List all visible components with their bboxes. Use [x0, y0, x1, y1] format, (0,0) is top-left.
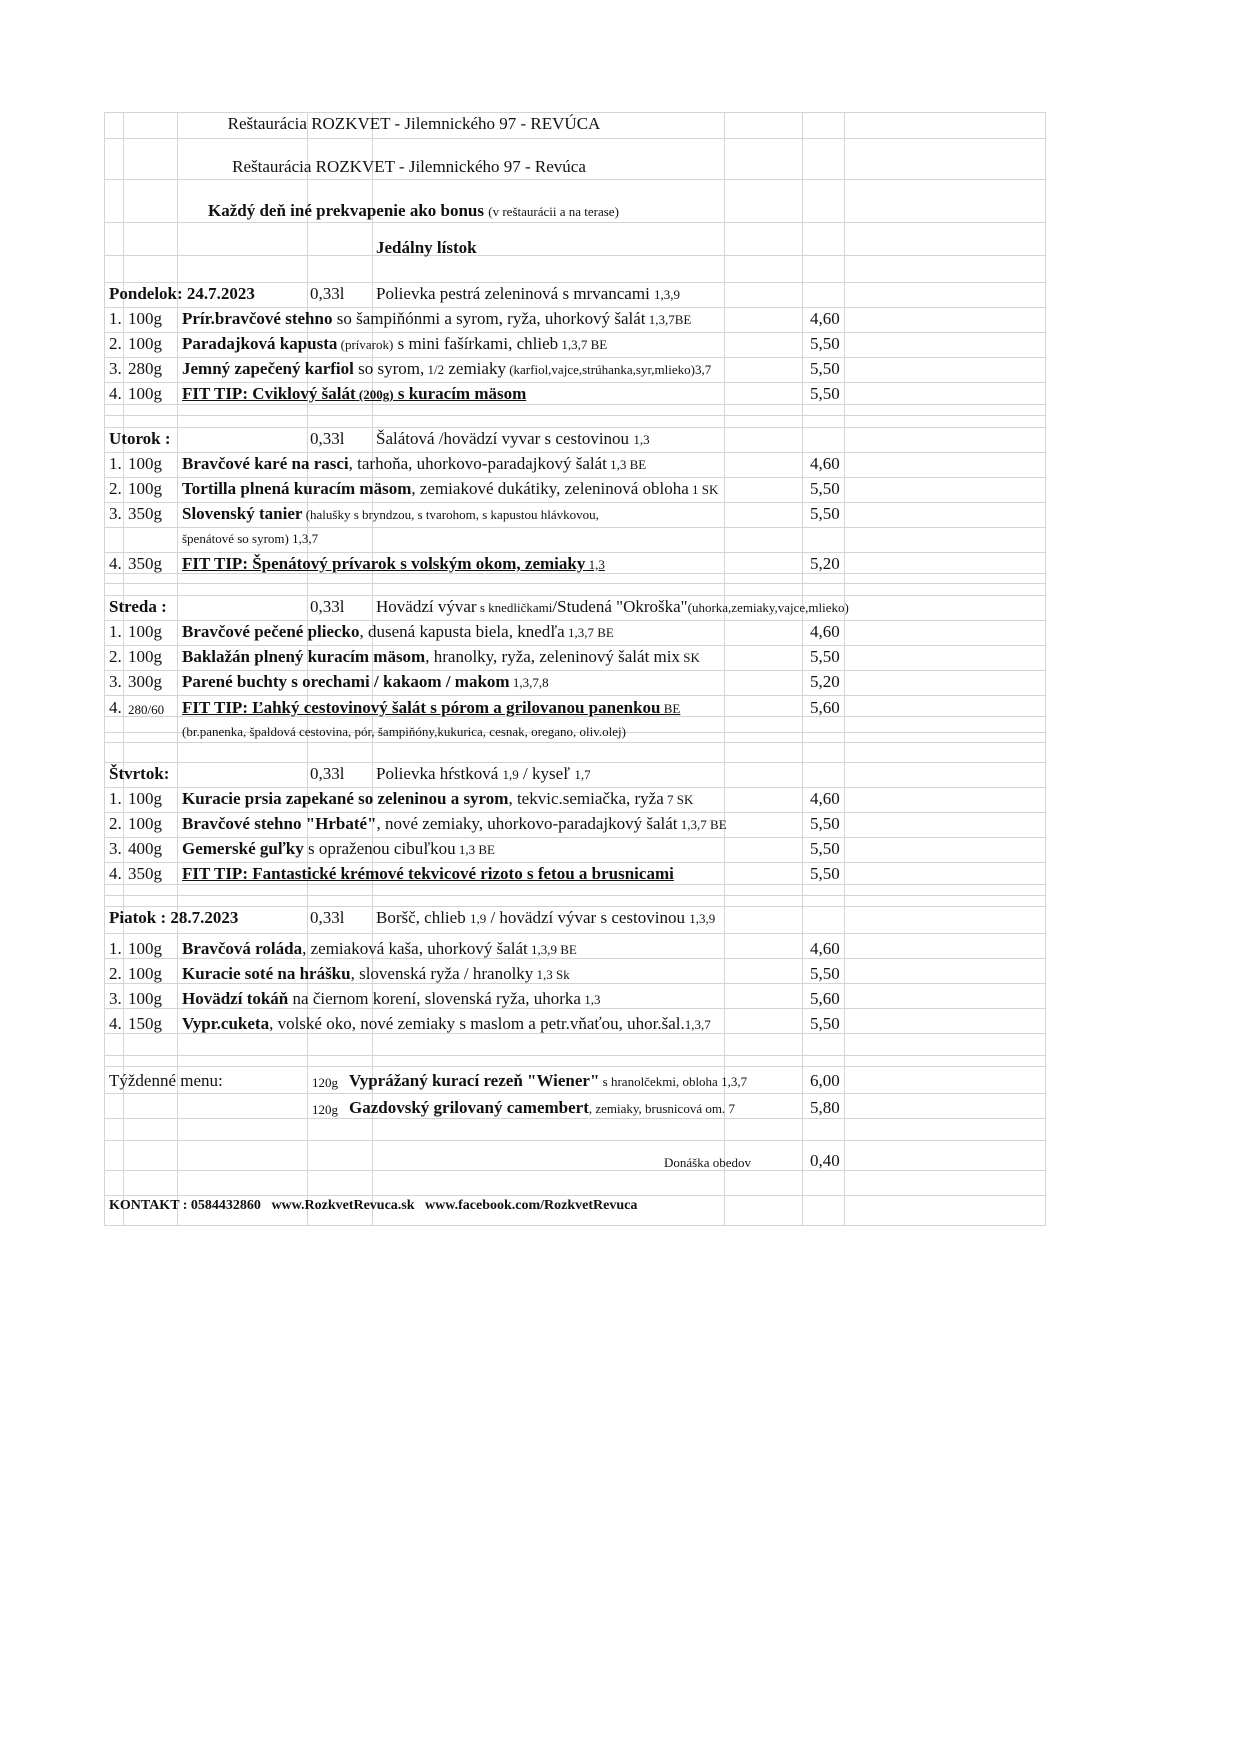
item-note: 1,3,7 BE — [564, 625, 614, 640]
item-description — [182, 939, 577, 960]
item-price: 4,60 — [810, 939, 840, 958]
soup-small: s knedličkami — [476, 600, 553, 615]
item-description-fit — [182, 384, 526, 405]
item-weight: 100g — [128, 789, 162, 808]
soup-tuesday — [376, 429, 650, 450]
item-name: Hovädzí tokáň — [182, 989, 289, 1008]
item-number: 1. — [109, 622, 122, 641]
item-number: 4. — [109, 864, 122, 883]
soup-monday — [376, 284, 680, 305]
soup-name-2: / hovädzí vývar s cestovinou — [486, 908, 685, 927]
item-weight: 100g — [128, 384, 162, 403]
item-name: Bravčové karé na rasci — [182, 454, 349, 473]
item-rest: , hranolky, ryža, zeleninový šalát mix — [425, 647, 680, 666]
item-price: 5,50 — [810, 384, 840, 403]
soup-name: Šalátová /hovädzí vyvar s cestovinou — [376, 429, 630, 448]
weekly-price: 6,00 — [810, 1071, 840, 1090]
item-name: Kuracie soté na hrášku — [182, 964, 351, 983]
item-rest-small: (prívarok) — [337, 337, 394, 352]
item-description-fit: FIT TIP: Fantastické krémové tekvicové rizoto s fetou a brusnicami — [182, 864, 674, 883]
item-rest: , tarhoňa, uhorkovo-paradajkový šalát — [348, 454, 607, 473]
item-rest-small: 1/2 — [424, 362, 445, 377]
item-price: 5,60 — [810, 989, 840, 1008]
soup-friday — [376, 908, 715, 929]
day-label-tuesday: Utorok : — [109, 429, 171, 448]
item-name: Jemný zapečený karfiol — [182, 359, 354, 378]
item-name: Parené buchty s orechami / kakaom / makom — [182, 672, 510, 691]
item-weight: 100g — [128, 309, 162, 328]
item-price: 5,50 — [810, 1014, 840, 1033]
item-number: 4. — [109, 384, 122, 403]
delivery-price: 0,40 — [810, 1151, 840, 1170]
weekly-weight: 120g — [312, 1102, 338, 1117]
bonus-note: (v reštaurácii a na terase) — [488, 204, 619, 219]
weekly-label: Týždenné menu: — [109, 1071, 223, 1090]
item-number: 4. — [109, 698, 122, 717]
item-number: 3. — [109, 839, 122, 858]
soup-volume-monday: 0,33l — [310, 284, 345, 303]
soup-small-2: (uhorka,zemiaky,vajce,mlieko) — [687, 600, 849, 615]
item-note: 1 SK — [688, 482, 719, 497]
item-number: 3. — [109, 989, 122, 1008]
item-number: 3. — [109, 504, 122, 523]
contact-label: KONTAKT : 0584432860 — [109, 1198, 261, 1213]
item-note: (karfiol,vajce,strúhanka,syr,mlieko)3,7 — [505, 362, 712, 377]
item-note: 1,3 Sk — [533, 967, 570, 982]
item-weight: 280/60 — [128, 702, 165, 717]
item-price: 4,60 — [810, 789, 840, 808]
item-name: Bravčová roláda — [182, 939, 303, 958]
facebook-link[interactable]: www.facebook.com/RozkvetRevuca — [425, 1198, 638, 1213]
item-description — [182, 964, 570, 985]
soup-allergens: 1,3,9 — [654, 287, 681, 302]
item-number: 3. — [109, 359, 122, 378]
item-weight: 100g — [128, 814, 162, 833]
soup-volume-thursday: 0,33l — [310, 764, 345, 783]
item-weight: 400g — [128, 839, 162, 858]
item-name-small: (200g) — [355, 387, 394, 402]
item-name: FIT TIP — [182, 698, 243, 717]
item-rest: , volské oko, nové zemiaky s maslom a petr.vňaťou, uhor.šal. — [269, 1014, 685, 1033]
item-description — [182, 454, 646, 475]
soup-name: Polievka pestrá zeleninová s mrvancami — [376, 284, 650, 303]
item-price: 5,50 — [810, 814, 840, 833]
item-note: 1,3 — [585, 557, 605, 572]
item-rest: , tekvic.semiačka, ryža — [508, 789, 664, 808]
item-weight: 150g — [128, 1014, 162, 1033]
item-price: 4,60 — [810, 454, 840, 473]
item-note: 1,3,9 BE — [527, 942, 577, 957]
item-number: 2. — [109, 647, 122, 666]
item-weight: 280g — [128, 359, 162, 378]
soup-name: Polievka hŕstková — [376, 764, 499, 783]
item-description — [182, 672, 549, 693]
item-description — [182, 647, 700, 668]
item-continuation: (br.panenka, špaldová cestovina, pór, šampiňóny,kukurica, cesnak, oregano, oliv.olej) — [182, 724, 626, 739]
item-rest: s opraženou cibuľkou — [303, 839, 456, 858]
item-number: 2. — [109, 814, 122, 833]
item-price: 4,60 — [810, 309, 840, 328]
item-note: 1,3 BE — [455, 842, 495, 857]
item-number: 3. — [109, 672, 122, 691]
item-rest: s mini fašírkami, chlieb — [393, 334, 559, 353]
item-continuation: špenátové so syrom) 1,3,7 — [182, 531, 319, 546]
item-rest-2: zemiaky — [444, 359, 506, 378]
item-weight: 350g — [128, 864, 162, 883]
item-rest: , nové zemiaky, uhorkovo-paradajkový šalát — [376, 814, 678, 833]
item-description — [182, 989, 600, 1010]
item-name: FIT TIP: Špenátový prívarok s volským okom, zemiaky — [182, 554, 586, 573]
soup-name-2: /Studená "Okroška" — [552, 597, 688, 616]
soup-volume-friday: 0,33l — [310, 908, 345, 927]
item-rest: , zemiaková kaša, uhorkový šalát — [302, 939, 528, 958]
item-number: 1. — [109, 309, 122, 328]
soup-name: Hovädzí vývar — [376, 597, 477, 616]
soup-allergens: 1,3 — [633, 432, 650, 447]
item-number: 4. — [109, 554, 122, 573]
item-weight: 350g — [128, 554, 162, 573]
item-name: FIT TIP: Cviklový šalát — [182, 384, 356, 403]
item-number: 4. — [109, 1014, 122, 1033]
item-number: 2. — [109, 479, 122, 498]
item-weight: 100g — [128, 989, 162, 1008]
item-name: Prír.bravčové stehno — [182, 309, 333, 328]
item-weight: 100g — [128, 622, 162, 641]
item-note: 1,3,7,8 — [509, 675, 549, 690]
item-number: 1. — [109, 789, 122, 808]
day-label-monday: Pondelok: 24.7.2023 — [109, 284, 255, 303]
item-rest: , slovenská ryža / hranolky — [350, 964, 534, 983]
item-price: 5,20 — [810, 554, 840, 573]
weekly-description — [349, 1071, 747, 1092]
item-weight: 300g — [128, 672, 162, 691]
soup-thursday — [376, 764, 591, 785]
header-line-1: Reštaurácia ROZKVET - Jilemnického 97 - REVÚCA — [227, 114, 601, 133]
weekly-price: 5,80 — [810, 1098, 840, 1117]
item-number: 2. — [109, 334, 122, 353]
menu-sheet — [104, 112, 1046, 1226]
soup-volume-wednesday: 0,33l — [310, 597, 345, 616]
item-name: Bravčové pečené pliecko — [182, 622, 360, 641]
item-weight: 100g — [128, 454, 162, 473]
item-number: 2. — [109, 964, 122, 983]
item-price: 5,20 — [810, 672, 840, 691]
soup-name-2: / kyseľ — [518, 764, 571, 783]
item-weight: 350g — [128, 504, 162, 523]
item-description — [182, 479, 718, 500]
item-description-fit — [182, 698, 680, 719]
item-description — [182, 504, 599, 525]
item-name: Bravčové stehno "Hrbaté" — [182, 814, 377, 833]
soup-volume-tuesday: 0,33l — [310, 429, 345, 448]
bonus-text: Každý deň iné prekvapenie ako bonus — [208, 201, 485, 220]
weekly-note: , zemiaky, brusnicová om. 7 — [588, 1101, 735, 1116]
item-price: 5,50 — [810, 964, 840, 983]
day-label-thursday: Štvrtok: — [109, 764, 170, 783]
weekly-name: Gazdovský grilovaný camembert — [349, 1098, 589, 1117]
item-rest: , dusená kapusta biela, knedľa — [359, 622, 565, 641]
item-rest: so šampiňónmi a syrom, ryža, uhorkový šalát — [332, 309, 646, 328]
item-price: 5,50 — [810, 334, 840, 353]
item-description — [182, 334, 607, 355]
item-description — [182, 839, 495, 860]
item-name-2: : Ľahký cestovinový šalát s pórom a grilovanou panenkou — [242, 698, 661, 717]
item-weight: 100g — [128, 334, 162, 353]
soup-allergens: 1,9 — [469, 911, 487, 926]
item-description — [182, 622, 614, 643]
weekly-weight: 120g — [312, 1075, 338, 1090]
item-description-fit — [182, 554, 605, 575]
item-weight: 100g — [128, 964, 162, 983]
website-link[interactable]: www.RozkvetRevuca.sk — [271, 1198, 415, 1213]
item-description — [182, 359, 711, 380]
item-note: 1,3,7BE — [645, 312, 692, 327]
item-number: 1. — [109, 454, 122, 473]
day-label-friday: Piatok : 28.7.2023 — [109, 908, 239, 927]
item-name: Kuracie prsia zapekané so zeleninou a syrom — [182, 789, 509, 808]
item-number: 1. — [109, 939, 122, 958]
item-description — [182, 1014, 711, 1035]
item-note: (halušky s bryndzou, s tvarohom, s kapustou hlávkovou, — [302, 507, 599, 522]
item-note: 1,3,7 BE — [677, 817, 727, 832]
item-note: 1,3,7 — [684, 1017, 711, 1032]
item-description — [182, 309, 691, 330]
item-price: 5,50 — [810, 647, 840, 666]
weekly-name: Vyprážaný kurací rezeň "Wiener" — [349, 1071, 600, 1090]
item-note: 1,3,7 BE — [558, 337, 608, 352]
soup-allergens-2: 1,3,9 — [689, 911, 716, 926]
item-note: 1,3 — [580, 992, 601, 1007]
item-name: Gemerské guľky — [182, 839, 304, 858]
item-weight: 100g — [128, 647, 162, 666]
weekly-description — [349, 1098, 735, 1119]
item-rest: so syrom, — [353, 359, 425, 378]
item-name: Baklažán plnený kuracím mäsom — [182, 647, 426, 666]
soup-name: Boršč, chlieb — [376, 908, 466, 927]
item-note: 7 SK — [663, 792, 694, 807]
soup-allergens: 1,9 — [502, 767, 519, 782]
table-grid — [104, 112, 1046, 1226]
item-weight: 100g — [128, 479, 162, 498]
delivery-label: Donáška obedov — [664, 1155, 752, 1170]
item-name: Slovenský tanier — [182, 504, 303, 523]
menu-title: Jedálny lístok — [376, 238, 477, 257]
item-price: 5,60 — [810, 698, 840, 717]
item-price: 5,50 — [810, 839, 840, 858]
item-weight: 100g — [128, 939, 162, 958]
item-price: 4,60 — [810, 622, 840, 641]
item-name: Vypr.cuketa — [182, 1014, 270, 1033]
item-name: Tortilla plnená kuracím mäsom — [182, 479, 412, 498]
contact-line — [109, 1196, 637, 1216]
item-price: 5,50 — [810, 864, 840, 883]
weekly-note: s hranolčekmi, obloha 1,3,7 — [599, 1074, 748, 1089]
item-note: SK — [680, 650, 700, 665]
item-rest: , zemiakové dukátiky, zeleninová obloha — [411, 479, 689, 498]
item-description — [182, 789, 693, 810]
header-line-2: Reštaurácia ROZKVET - Jilemnického 97 - Revúca — [232, 157, 586, 176]
bonus-line — [208, 201, 619, 222]
item-price: 5,50 — [810, 359, 840, 378]
item-price: 5,50 — [810, 504, 840, 523]
soup-allergens-2: 1,7 — [574, 767, 591, 782]
item-rest: na čiernom korení, slovenská ryža, uhorka — [288, 989, 581, 1008]
item-name: Paradajková kapusta — [182, 334, 338, 353]
item-name-2: s kuracím mäsom — [393, 384, 527, 403]
item-description — [182, 814, 727, 835]
item-price: 5,50 — [810, 479, 840, 498]
soup-wednesday — [376, 597, 849, 618]
day-label-wednesday: Streda : — [109, 597, 167, 616]
item-note: BE — [660, 701, 681, 716]
item-note: 1,3 BE — [606, 457, 647, 472]
